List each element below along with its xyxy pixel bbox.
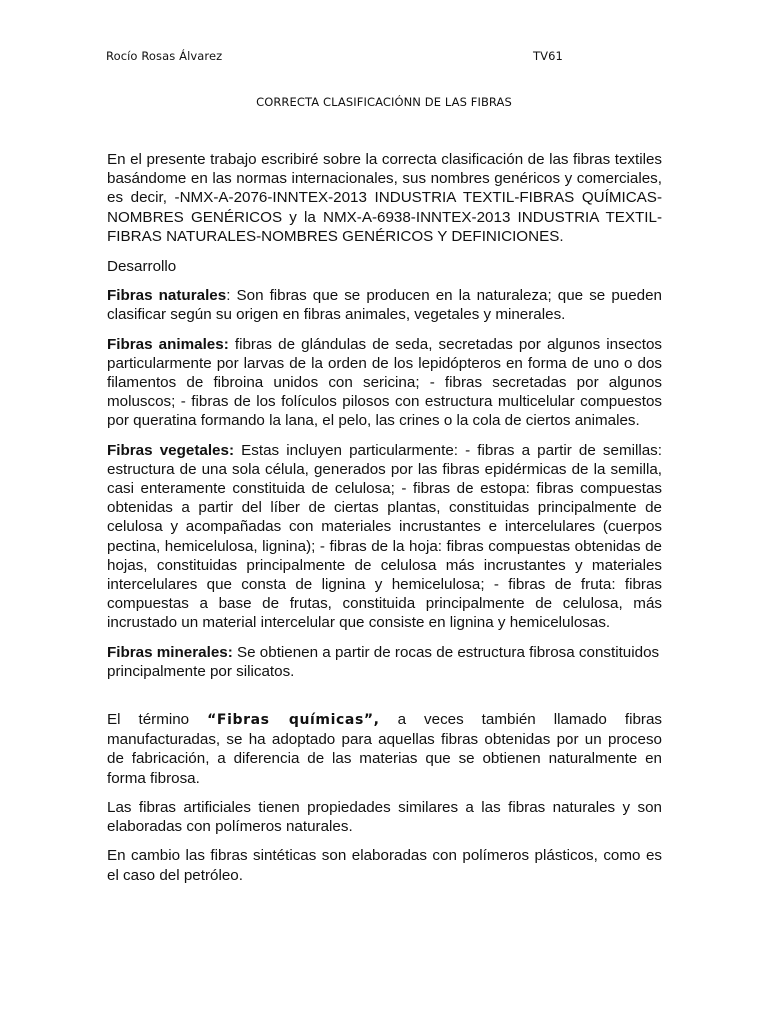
definition-term: Fibras naturales [107, 287, 227, 305]
definition-term: Fibras animales: [107, 335, 229, 353]
definition-separator: : [226, 287, 231, 305]
definition-text: Se obtienen a partir de rocas de estructura fibrosa constituidos principalmente por silicatos. [107, 643, 660, 680]
section-heading: Desarrollo [107, 258, 177, 276]
definition-text: fibras de glándulas de seda, secretadas por algunos insectos particularmente por larvas de la orden de los lepidópteros en forma de uno o dos filamentos de fibroina unidos con sericina; - fibras secretadas por algunos moluscos; - fibras de los folículos pilosos con estructura multicelular compuestos por queratina formando la lana, el pelo, las crines o la cola de ciertos animales. [107, 335, 662, 430]
definition-term: Fibras vegetales: [107, 441, 234, 459]
paragraph-text: El término [107, 711, 208, 729]
definition-animal-fibers [107, 335, 662, 431]
definition-vegetable-fibers [107, 441, 662, 633]
definition-term: Fibras minerales: [107, 643, 233, 661]
document-title: CORRECTA CLASIFICACIÓNN DE LAS FIBRAS [256, 95, 512, 109]
header-author: Rocío Rosas Álvarez [106, 49, 223, 63]
definition-text: Estas incluyen particularmente: - fibras a partir de semillas: estructura de una sola célula, generados por las fibras epidérmicas de la semilla, casi enteramente constituida de celulosa; - fibras de estopa: fibras compuestas obtenidas a partir del líber de ciertas plantas, constituidas principalmente de celulosa y acompañadas con materiales incrustantes e intercelulares (cuerpos pectina, hemicelulosa, lignina); - fibras de la hoja: fibras compuestas obtenidas de hojas, constituidas principalmente de celulosa más incrustantes y materiales intercelulares que consta de lignina y hemicelulosa; - fibras de fruta: fibras compuestas a base de frutas, constituida principalmente de celulosa, más incrustado un material intercelular que consiste en lignina y hemicelulosas. [107, 441, 662, 632]
document-body [107, 150, 662, 895]
chemical-fibers-term: “Fibras químicas”, [207, 712, 380, 729]
definition-mineral-fibers [107, 643, 662, 681]
chemical-fibers-paragraph [107, 710, 662, 788]
definition-text: Son fibras que se producen en la naturaleza; que se pueden clasificar según su origen en fibras animales, vegetales y minerales. [107, 287, 662, 324]
header-code: TV61 [533, 49, 563, 63]
paragraph-text: a veces también llamado fibras manufacturadas, se ha adoptado para aquellas fibras obtenidas por un proceso de fabricación, a diferencia de las materias que se obtienen naturalmente en forma fibrosa. [107, 711, 663, 787]
artificial-fibers-paragraph: Las fibras artificiales tienen propiedades similares a las fibras naturales y son elaboradas con polímeros naturales. [107, 798, 662, 836]
intro-paragraph: En el presente trabajo escribiré sobre la correcta clasificación de las fibras textiles basándome en las normas internacionales, sus nombres genéricos y comerciales, es decir, -NMX-A-2076-INNTEX-2013 INDUSTRIA TEXTIL-FIBRAS QUÍMICAS-NOMBRES GENÉRICOS y la NMX-A-6938-INNTEX-2013 INDUSTRIA TEXTIL-FIBRAS NATURALES-NOMBRES GENÉRICOS Y DEFINICIONES. [107, 151, 662, 245]
synthetic-fibers-paragraph: En cambio las fibras sintéticas son elaboradas con polímeros plásticos, como es el caso del petróleo. [107, 847, 662, 884]
definition-natural-fibers [107, 286, 662, 324]
